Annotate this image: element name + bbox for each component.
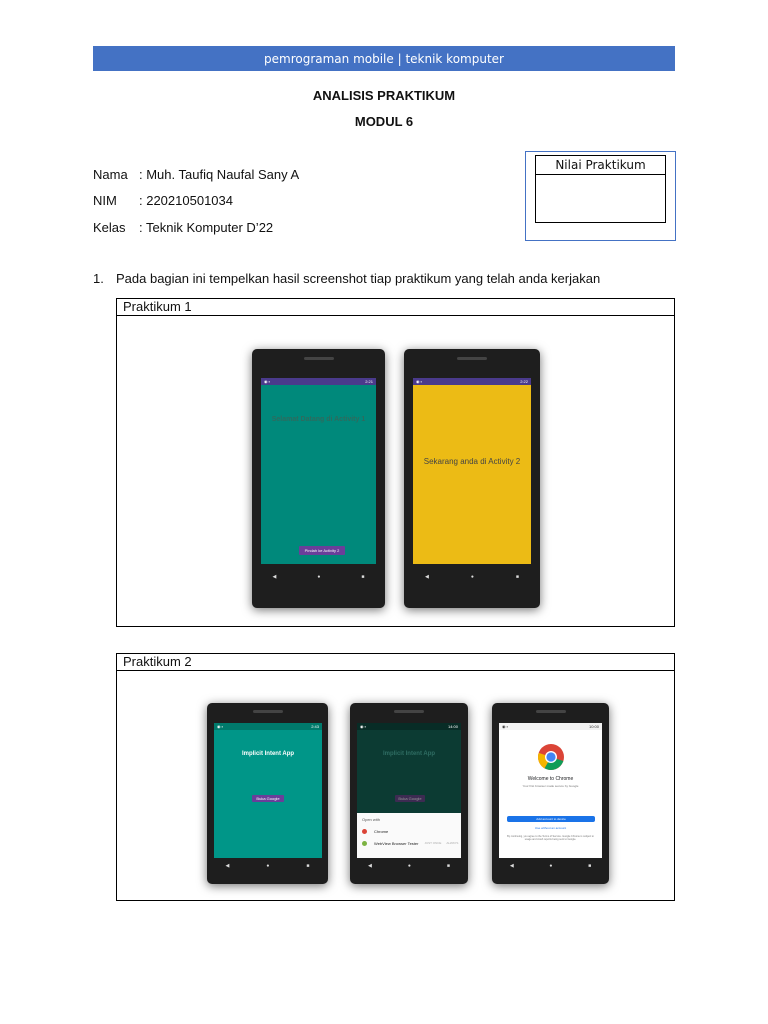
phone-mockup-activity-2 [404,349,540,608]
phone-speaker [304,357,334,360]
status-time: 2:22 [520,379,528,384]
status-bar [261,378,376,385]
chrome-icon [362,829,367,834]
status-time: 10:00 [588,724,599,729]
add-account-button[interactable]: Add account to device [507,816,595,822]
phone-speaker [394,710,424,713]
phone-screen [214,723,322,858]
android-icon [362,841,367,846]
recents-icon[interactable]: ■ [306,863,310,869]
info-nama [93,167,299,182]
phone-speaker [457,357,487,360]
buka-google-button[interactable]: Buka Google [395,795,425,802]
nilai-table [535,155,666,223]
app-title: Implicit Intent App [241,751,295,757]
praktikum-1-title: Praktikum 1 [117,299,674,316]
phone-mockup-chrome-welcome [492,703,609,884]
nim-value: : 220210501034 [139,193,233,208]
open-with-sheet [357,813,461,858]
always-button[interactable]: ALWAYS [446,841,459,845]
app-title: Implicit Intent App [382,751,436,757]
phone-screen [357,723,461,858]
phone-speaker [253,710,283,713]
recents-icon[interactable]: ■ [361,574,365,580]
nama-value: : Muh. Taufiq Naufal Sany A [139,167,300,182]
activity-1-text: Selamat Datang di Activity 1 [271,416,366,423]
back-icon[interactable]: ◀ [425,574,429,580]
recents-icon[interactable]: ■ [446,863,450,869]
phone-mockup-chooser [350,703,468,884]
question-text: Pada bagian ini tempelkan hasil screenshot tiap praktikum yang telah anda kerjakan [116,271,601,286]
back-icon[interactable]: ◀ [272,574,277,580]
nama-label: Nama [93,167,128,182]
nav-bar [404,574,540,580]
phone-screen [499,723,602,858]
back-icon[interactable]: ◀ [509,863,514,869]
kelas-value: : Teknik Komputer D’22 [139,220,274,235]
phone-mockup-activity-1 [252,349,385,608]
home-icon[interactable]: ● [317,574,321,580]
question-number: 1. [93,271,104,286]
status-bar [214,723,322,730]
recents-icon[interactable]: ■ [588,863,592,869]
status-time: 2:21 [365,379,373,384]
buka-google-button[interactable]: Buka Google [252,795,284,802]
back-icon[interactable]: ◀ [225,863,230,869]
nilai-label: Nilai Praktikum [536,156,665,175]
status-icons-left: ◉ ▪ [502,724,509,729]
status-bar [499,723,602,730]
back-icon[interactable]: ◀ [368,863,372,869]
info-kelas [93,220,273,235]
home-icon[interactable]: ● [549,863,553,869]
nav-bar [252,574,385,580]
praktikum-1-box [116,298,675,627]
phone-mockup-implicit-intent [207,703,328,884]
status-time: 2:43 [311,724,319,729]
document-title: ANALISIS PRAKTIKUM [312,88,456,103]
home-icon[interactable]: ● [407,863,411,869]
status-bar [413,378,531,385]
header-text: pemrograman mobile | teknik komputer [264,51,504,66]
use-without-account-link[interactable]: Use without an account [534,826,567,830]
welcome-subtitle: Your first browser made secure by Google [522,784,579,788]
phone-screen [413,378,531,564]
praktikum-2-title: Praktikum 2 [117,654,674,671]
chrome-logo-icon [537,743,565,771]
question-1 [93,271,600,286]
nim-label: NIM [93,193,117,208]
status-time: 14:00 [447,724,458,729]
activity-2-text: Sekarang anda di Activity 2 [423,457,521,466]
pindah-activity-2-button[interactable]: Pindah ke Activity 2 [299,546,345,555]
nav-bar [207,863,328,869]
header-bar [93,46,675,71]
just-once-button[interactable]: JUST ONCE [424,841,442,845]
chooser-option-webview[interactable] [357,837,461,849]
status-icons-left: ◉ ▪ [416,379,423,384]
home-icon[interactable]: ● [470,574,474,580]
option-label: Chrome [374,828,389,834]
praktikum-2-box [116,653,675,901]
document-subtitle: MODUL 6 [354,114,414,129]
welcome-title: Welcome to Chrome [527,776,574,782]
phone-speaker [536,710,566,713]
status-icons-left: ◉ ▪ [360,724,367,729]
open-with-label: Open with [362,816,381,822]
terms-text: By continuing, you agree to the Terms of Service. Google Chrome is subject to usage and crash reports being sent to Google. [507,835,594,841]
home-icon[interactable]: ● [266,863,270,869]
recents-icon[interactable]: ■ [515,574,519,580]
nav-bar [492,863,609,869]
kelas-label: Kelas [93,220,126,235]
chooser-option-chrome[interactable] [357,825,461,837]
phone-screen [261,378,376,564]
status-icons-left: ◉ ▪ [217,724,224,729]
info-nim [93,193,233,208]
nav-bar [350,863,468,869]
status-bar [357,723,461,730]
status-icons-left: ◉ ▪ [264,379,271,384]
option-label: WebView Browser Tester [374,840,419,846]
